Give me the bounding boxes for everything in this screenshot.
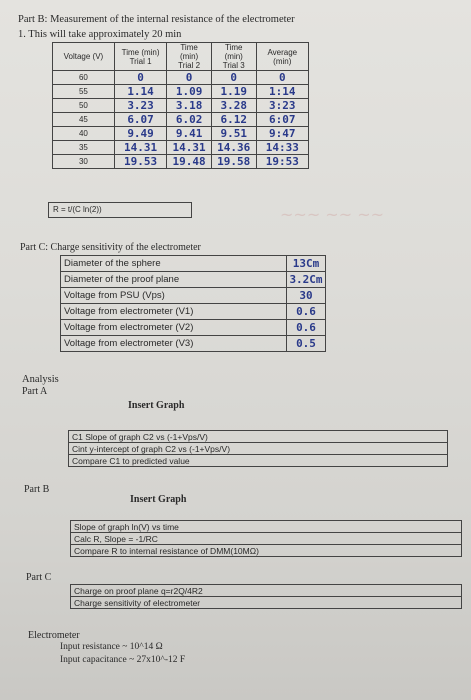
list-item: Charge on proof plane q=r2Q/4R2 — [71, 585, 462, 597]
voltage-cell: 35 — [53, 141, 115, 155]
trial2-cell: 6.02 — [167, 113, 212, 127]
trial3-cell: 1.19 — [211, 85, 256, 99]
column-header: Time (min) Trial 1 — [114, 43, 166, 71]
part-c-box — [70, 584, 462, 609]
row-label: Voltage from PSU (Vps) — [61, 288, 287, 304]
list-item: C1 Slope of graph C2 vs (-1+Vps/V) — [69, 431, 448, 443]
analysis-part-b-label: Part B — [24, 484, 50, 495]
table-row — [53, 127, 309, 141]
list-item: Slope of graph ln(V) vs time — [71, 521, 462, 533]
row-value: 3.2Cm — [287, 272, 326, 288]
trial1-cell: 14.31 — [114, 141, 166, 155]
table-row — [61, 272, 326, 288]
part-a-insert-graph: Insert Graph — [128, 400, 185, 411]
part-b-insert-graph: Insert Graph — [130, 494, 187, 505]
trial1-cell: 3.23 — [114, 99, 166, 113]
trial3-cell: 19.58 — [211, 155, 256, 169]
average-cell: 3:23 — [256, 99, 308, 113]
voltage-cell: 60 — [53, 71, 115, 85]
column-header: Time (min) Trial 2 — [167, 43, 212, 71]
voltage-cell: 50 — [53, 99, 115, 113]
average-cell: 19:53 — [256, 155, 308, 169]
trial3-cell: 9.51 — [211, 127, 256, 141]
row-value: 0.5 — [287, 336, 326, 352]
analysis-part-a-label: Part A — [22, 386, 48, 397]
average-cell: 9:47 — [256, 127, 308, 141]
row-label: Diameter of the sphere — [61, 256, 287, 272]
row-label: Voltage from electrometer (V1) — [61, 304, 287, 320]
electrometer-title: Electrometer — [28, 630, 80, 641]
table-row — [61, 336, 326, 352]
voltage-cell: 30 — [53, 155, 115, 169]
table-row — [53, 113, 309, 127]
trial2-cell: 9.41 — [167, 127, 212, 141]
bleed-through-decoration: ~~~ ~~ ~~ — [280, 205, 385, 224]
trial1-cell: 0 — [114, 71, 166, 85]
row-value: 0.6 — [287, 304, 326, 320]
formula-box: R = t/(C ln(2)) — [48, 202, 192, 218]
part-a-box — [68, 430, 448, 467]
voltage-cell: 45 — [53, 113, 115, 127]
column-header: Voltage (V) — [53, 43, 115, 71]
row-value: 13Cm — [287, 256, 326, 272]
list-item: Compare C1 to predicted value — [69, 455, 448, 467]
input-capacitance: Input capacitance ~ 27x10^-12 F — [60, 655, 186, 665]
table-row — [61, 256, 326, 272]
input-resistance: Input resistance ~ 10^14 Ω — [60, 642, 163, 652]
list-item: Calc R, Slope = -1/RC — [71, 533, 462, 545]
part-b-box — [70, 520, 462, 557]
voltage-cell: 40 — [53, 127, 115, 141]
trial2-cell: 0 — [167, 71, 212, 85]
row-value: 0.6 — [287, 320, 326, 336]
column-header: Time (min) Trial 3 — [211, 43, 256, 71]
trial3-cell: 14.36 — [211, 141, 256, 155]
trial1-cell: 6.07 — [114, 113, 166, 127]
trial1-cell: 1.14 — [114, 85, 166, 99]
part-c-heading: Part C: Charge sensitivity of the electrometer — [20, 242, 201, 253]
average-cell: 14:33 — [256, 141, 308, 155]
trial2-cell: 1.09 — [167, 85, 212, 99]
trial3-cell: 3.28 — [211, 99, 256, 113]
average-cell: 0 — [256, 71, 308, 85]
row-value: 30 — [287, 288, 326, 304]
table-row — [61, 304, 326, 320]
list-item: Charge sensitivity of electrometer — [71, 597, 462, 609]
measurement-table — [52, 42, 309, 169]
voltage-cell: 55 — [53, 85, 115, 99]
table-row — [53, 71, 309, 85]
part-c-table — [60, 255, 326, 352]
analysis-part-c-label: Part C — [26, 572, 52, 583]
table-row — [53, 155, 309, 169]
trial2-cell: 19.48 — [167, 155, 212, 169]
trial1-cell: 9.49 — [114, 127, 166, 141]
row-label: Voltage from electrometer (V2) — [61, 320, 287, 336]
trial3-cell: 0 — [211, 71, 256, 85]
list-item: Compare R to internal resistance of DMM(10MΩ) — [71, 545, 462, 557]
average-cell: 6:07 — [256, 113, 308, 127]
table-header-row — [53, 43, 309, 71]
trial2-cell: 14.31 — [167, 141, 212, 155]
trial3-cell: 6.12 — [211, 113, 256, 127]
row-label: Diameter of the proof plane — [61, 272, 287, 288]
table-row — [53, 141, 309, 155]
table-row — [61, 288, 326, 304]
average-cell: 1:14 — [256, 85, 308, 99]
part-b-step1: 1. This will take approximately 20 min — [18, 29, 182, 40]
table-row — [53, 99, 309, 113]
list-item: Cint y-intercept of graph C2 vs (-1+Vps/V) — [69, 443, 448, 455]
table-row — [53, 85, 309, 99]
row-label: Voltage from electrometer (V3) — [61, 336, 287, 352]
part-b-heading: Part B: Measurement of the internal resistance of the electrometer — [18, 14, 295, 25]
trial1-cell: 19.53 — [114, 155, 166, 169]
analysis-title: Analysis — [22, 374, 59, 385]
column-header: Average (min) — [256, 43, 308, 71]
table-row — [61, 320, 326, 336]
trial2-cell: 3.18 — [167, 99, 212, 113]
